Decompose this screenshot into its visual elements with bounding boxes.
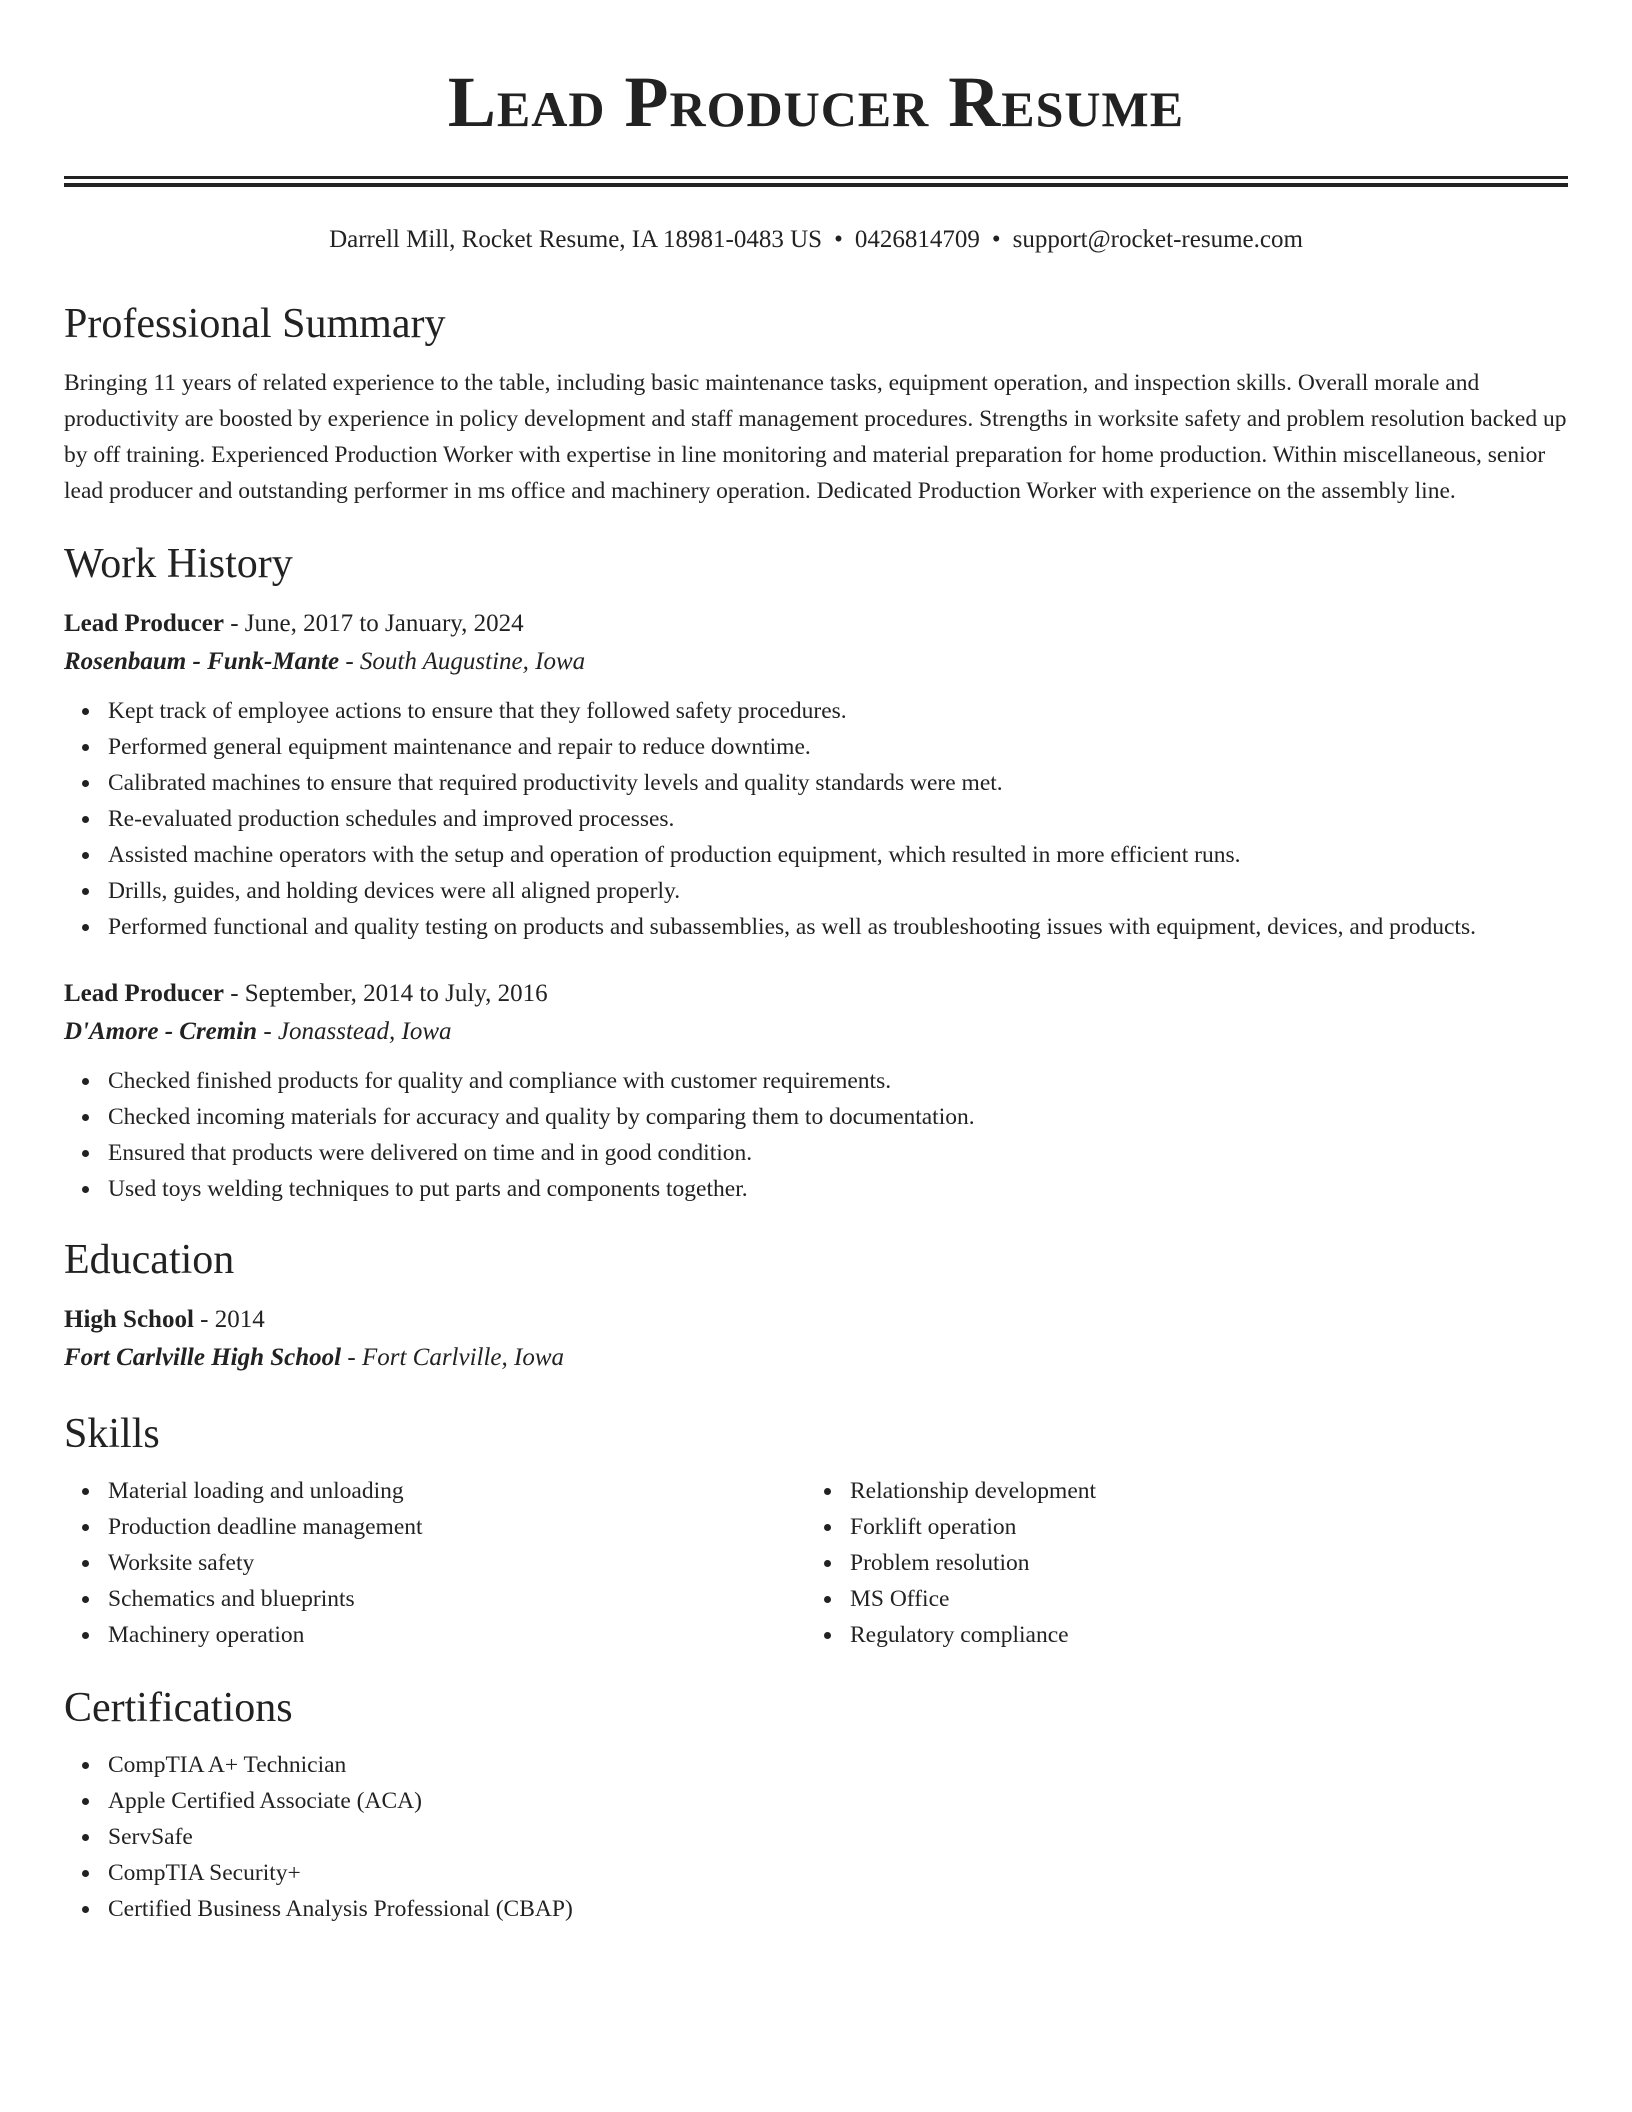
education-degree: High School (64, 1306, 194, 1333)
job-title-line (64, 605, 1568, 643)
list-item: Calibrated machines to ensure that required productivity levels and quality standards were met. (108, 765, 1568, 801)
list-item: Re-evaluated production schedules and improved processes. (108, 801, 1568, 837)
job-entry (64, 605, 1568, 945)
company-location: - Jonasstead, Iowa (257, 1018, 452, 1045)
list-item: Drills, guides, and holding devices were all aligned properly. (108, 873, 1568, 909)
company-line (64, 643, 1568, 681)
list-item: Machinery operation (108, 1617, 806, 1653)
contact-line (64, 223, 1568, 257)
summary-text: Bringing 11 years of related experience to the table, including basic maintenance tasks, equipment operation, and inspection skills. Overall morale and productivity are boosted by experience in policy development and staff management procedures. Strengths in worksite safety and problem resolution backed up by off training. Experienced Production Worker with expertise in line monitoring and material preparation for home production. Within miscellaneous, senior lead producer and outstanding performer in ms office and machinery operation. Dedicated Production Worker with experience on the assembly line. (64, 370, 1567, 504)
list-item: Performed functional and quality testing on products and subassemblies, as well as troubleshooting issues with equipment, devices, and products. (108, 909, 1568, 945)
certifications-section (64, 1681, 1568, 1927)
skills-right-list (806, 1473, 1548, 1653)
work-history-heading: Work History (64, 541, 293, 587)
work-history-section (64, 537, 1568, 1207)
contact-separator: • (834, 226, 843, 253)
education-location: - Fort Carlville, Iowa (341, 1344, 565, 1371)
list-item: Production deadline management (108, 1509, 806, 1545)
job-dates: - September, 2014 to July, 2016 (223, 980, 548, 1007)
list-item: Ensured that products were delivered on time and in good condition. (108, 1135, 1568, 1171)
list-item: Regulatory compliance (850, 1617, 1548, 1653)
certifications-heading: Certifications (64, 1685, 293, 1731)
company-line (64, 1013, 1568, 1051)
certifications-list (64, 1747, 1568, 1927)
education-heading: Education (64, 1237, 235, 1283)
list-item: Kept track of employee actions to ensure that they followed safety procedures. (108, 693, 1568, 729)
education-section (64, 1233, 1568, 1377)
education-year: - 2014 (193, 1306, 265, 1333)
list-item: Certified Business Analysis Professional (CBAP) (108, 1891, 1568, 1927)
education-degree-line (64, 1301, 1568, 1339)
skills-columns (64, 1473, 1568, 1653)
list-item: Checked incoming materials for accuracy and quality by comparing them to documentation. (108, 1099, 1568, 1135)
contact-separator: • (991, 226, 1001, 253)
job-dates: - June, 2017 to January, 2024 (223, 610, 524, 637)
job-bullets (64, 693, 1568, 945)
company-name: D'Amore - Cremin (64, 1018, 258, 1045)
contact-address: Darrell Mill, Rocket Resume, IA 18981-0483 US (329, 226, 823, 253)
list-item: ServSafe (108, 1819, 1568, 1855)
list-item: Forklift operation (850, 1509, 1548, 1545)
company-location: - South Augustine, Iowa (339, 648, 586, 675)
resume-title: Lead Producer Resume (447, 62, 1185, 142)
summary-section (64, 297, 1568, 509)
job-entry (64, 975, 1568, 1207)
skills-section (64, 1407, 1568, 1653)
list-item: CompTIA A+ Technician (108, 1747, 1568, 1783)
company-name: Rosenbaum - Funk-Mante (64, 648, 340, 675)
skills-heading: Skills (64, 1411, 160, 1457)
education-school-line (64, 1339, 1568, 1377)
contact-phone: 0426814709 (854, 226, 980, 253)
job-title: Lead Producer (64, 980, 224, 1007)
list-item: Problem resolution (850, 1545, 1548, 1581)
list-item: Material loading and unloading (108, 1473, 806, 1509)
list-item: Apple Certified Associate (ACA) (108, 1783, 1568, 1819)
job-title-line (64, 975, 1568, 1013)
list-item: Checked finished products for quality and compliance with customer requirements. (108, 1063, 1568, 1099)
job-title: Lead Producer (64, 610, 224, 637)
summary-heading: Professional Summary (64, 301, 446, 347)
list-item: Relationship development (850, 1473, 1548, 1509)
list-item: Worksite safety (108, 1545, 806, 1581)
list-item: Assisted machine operators with the setup and operation of production equipment, which resulted in more efficient runs. (108, 837, 1568, 873)
contact-email: support@rocket-resume.com (1012, 226, 1303, 253)
list-item: Schematics and blueprints (108, 1581, 806, 1617)
list-item: CompTIA Security+ (108, 1855, 1568, 1891)
list-item: Used toys welding techniques to put parts and components together. (108, 1171, 1568, 1207)
list-item: MS Office (850, 1581, 1548, 1617)
list-item: Performed general equipment maintenance and repair to reduce downtime. (108, 729, 1568, 765)
job-bullets (64, 1063, 1568, 1207)
title-double-rule (64, 176, 1568, 187)
education-school: Fort Carlville High School (64, 1344, 342, 1371)
skills-left-list (64, 1473, 806, 1653)
